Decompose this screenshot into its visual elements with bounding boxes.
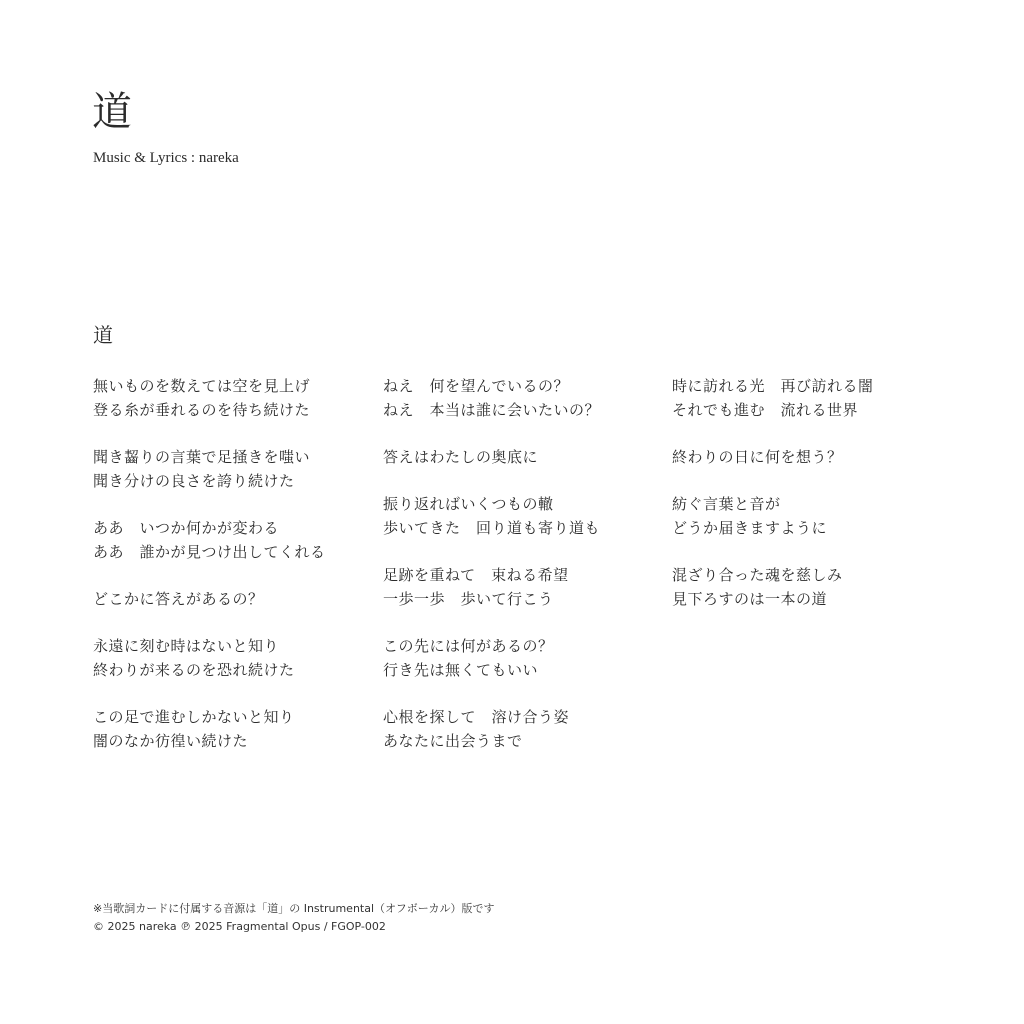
lyric-line: 終わりの日に何を想う？ — [672, 448, 843, 466]
lyric-line: ねえ 本当は誰に会いたいの？ — [383, 401, 601, 419]
lyric-stanza — [383, 563, 653, 611]
lyric-stanza — [383, 445, 653, 469]
lyric-line: ねえ 何を望んでいるの？ — [383, 377, 570, 395]
lyric-line: 登る糸が垂れるのを待ち続けた — [93, 401, 311, 419]
lyrics-column-1 — [93, 374, 363, 776]
lyric-line: ああ いつか何かが変わる — [93, 519, 280, 537]
lyric-stanza — [672, 492, 942, 540]
lyric-stanza — [93, 634, 363, 682]
lyric-line: どうか届きますように — [672, 519, 828, 537]
lyric-line: この足で進むしかないと知り — [93, 708, 295, 726]
lyric-stanza — [383, 634, 653, 682]
footer-copyright: © 2025 nareka ℗ 2025 Fragmental Opus / FGOP-002 — [93, 920, 386, 933]
lyric-line: 時に訪れる光 再び訪れる闇 — [672, 377, 874, 395]
lyric-line: どこかに答えがあるの？ — [93, 590, 264, 608]
lyric-line: 足跡を重ねて 束ねる希望 — [383, 566, 569, 584]
lyric-line: あなたに出会うまで — [383, 732, 523, 750]
lyric-line: 永遠に刻む時はないと知り — [93, 637, 280, 655]
lyric-stanza — [93, 445, 363, 493]
lyric-stanza — [672, 445, 942, 469]
lyric-line: 一歩一歩 歩いて行こう — [383, 590, 554, 608]
lyric-line: この先には何があるの？ — [383, 637, 554, 655]
lyrics-column-2 — [383, 374, 653, 776]
lyric-stanza — [672, 374, 942, 422]
lyric-line: 混ざり合った魂を慈しみ — [672, 566, 843, 584]
lyric-line: 見下ろすのは一本の道 — [672, 590, 828, 608]
lyric-line: 答えはわたしの奥底に — [383, 448, 539, 466]
lyric-line: 行き先は無くてもいい — [383, 661, 539, 679]
credit-line: Music & Lyrics : nareka — [93, 150, 239, 166]
lyric-stanza — [383, 492, 653, 540]
lyric-stanza — [93, 516, 363, 564]
song-title: 道 — [93, 323, 113, 347]
lyric-line: 振り返ればいくつもの轍 — [383, 495, 554, 513]
lyric-line: 歩いてきた 回り道も寄り道も — [383, 519, 601, 537]
lyric-stanza — [93, 374, 363, 422]
lyric-stanza — [93, 587, 363, 611]
lyric-line: 紡ぐ言葉と音が — [672, 495, 781, 513]
lyric-line: 聞き齧りの言葉で足掻きを嗤い — [93, 448, 311, 466]
lyric-line: 聞き分けの良さを誇り続けた — [93, 472, 295, 490]
lyric-stanza — [383, 374, 653, 422]
lyric-line: それでも進む 流れる世界 — [672, 401, 859, 419]
lyric-stanza — [383, 705, 653, 753]
lyric-line: 心根を探して 溶け合う姿 — [383, 708, 570, 726]
lyric-stanza — [93, 705, 363, 753]
footer — [93, 900, 494, 936]
lyric-line: 無いものを数えては空を見上げ — [93, 377, 311, 395]
footer-note: ※当歌詞カードに付属する音源は「道」の Instrumental（オフボーカル）版です — [93, 902, 495, 915]
lyric-line: ああ 誰かが見つけ出してくれる — [93, 543, 326, 561]
lyric-line: 終わりが来るのを恐れ続けた — [93, 661, 295, 679]
lyric-line: 闇のなか彷徨い続けた — [93, 732, 249, 750]
album-title: 道 — [92, 89, 132, 135]
lyric-stanza — [672, 563, 942, 611]
lyrics-column-3 — [672, 374, 942, 634]
